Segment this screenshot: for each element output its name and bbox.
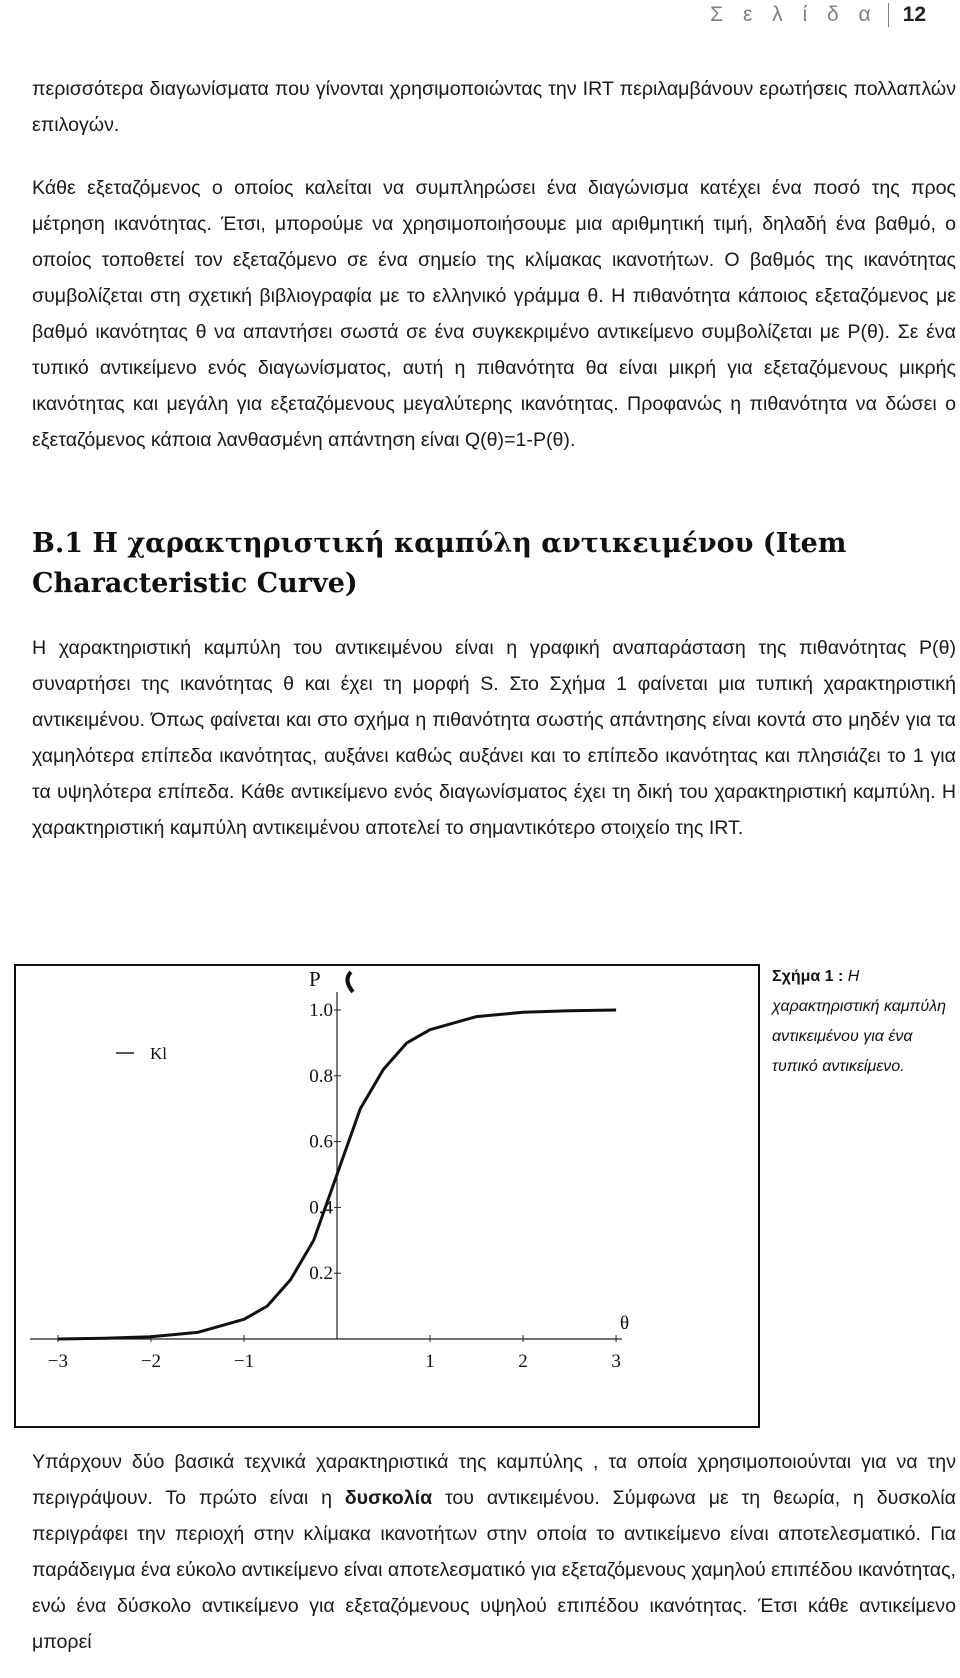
page-label: Σ ε λ ί δ α xyxy=(710,3,878,26)
icc-chart xyxy=(16,966,758,1426)
y-tick-label: 0.2 xyxy=(309,1263,333,1285)
difficulty-text-before: Υπάρχουν δύο βασικά τεχνικά χαρακτηριστικά της καμπύλης , τα οποία χρησιμοποιούνται για να την περιγράψουν. Το πρώτο είναι η xyxy=(32,1451,956,1509)
y-tick-label: 0.4 xyxy=(309,1197,333,1219)
paragraph-icc: Η χαρακτηριστική καμπύλη του αντικειμένου είναι η γραφική αναπαράσταση της πιθανότητας P(θ) συναρτήσει της ικανότητας θ και έχει τη μορφή S. Στο Σχήμα 1 φαίνεται μια τυπική χαρακτηριστική αντικειμένου. Όπως φαίνεται και στο σχήμα η πιθανότητα σωστής απάντησης είναι κοντά στο μηδέν για τα χαμηλότερα επίπεδα ικανότητας, αυξάνει καθώς αυξάνει και το επίπεδο ικανότητας και πλησιάζει το 1 για τα υψηλότερα επίπεδα. Κάθε αντικείμενο ενός διαγωνίσματος έχει τη δική του χαρακτηριστική καμπύλη. Η χαρακτηριστική καμπύλη αντικειμένου αποτελεί το σημαντικότερο στοιχείο της IRT. xyxy=(32,637,956,839)
difficulty-term: δυσκολία xyxy=(344,1487,433,1509)
x-axis-label: θ xyxy=(620,1313,630,1334)
caption-text: Η χαρακτηριστική καμπύλη αντικειμένου για ένα τυπικό αντικείμενο. xyxy=(772,968,946,1075)
x-tick-label: 3 xyxy=(611,1351,621,1372)
x-tick-label: 1 xyxy=(425,1351,435,1372)
paragraph-difficulty xyxy=(32,1444,956,1660)
x-tick-label: −2 xyxy=(140,1351,162,1372)
y-tick-label: 0.8 xyxy=(309,1065,333,1087)
y-axis-label: P xyxy=(309,967,321,991)
x-tick-label: 2 xyxy=(518,1351,528,1372)
y-tick-label: 1.0 xyxy=(309,1000,333,1021)
header-divider xyxy=(888,3,889,27)
figure-caption xyxy=(772,962,948,1082)
caption-label: Σχήμα 1 xyxy=(772,968,834,985)
caption-separator: : xyxy=(833,968,848,985)
x-tick-label: −1 xyxy=(233,1351,255,1372)
y-tick-label: 0.6 xyxy=(309,1131,333,1153)
figure-icc-chart xyxy=(14,964,760,1428)
page-number: 12 xyxy=(902,3,926,26)
page-header xyxy=(710,0,926,30)
x-tick-label: −3 xyxy=(47,1351,69,1372)
y-label-bracket xyxy=(347,972,353,992)
paragraph-ability: Κάθε εξεταζόμενος ο οποίος καλείται να συμπληρώσει ένα διαγώνισμα κατέχει ένα ποσό της προς μέτρηση ικανότητας. Έτσι, μπορούμε να χρησιμοποιήσουμε μια αριθμητική τιμή, δηλαδή ένα βαθμό, ο οποίος τοποθετεί τον εξεταζόμενο σε ένα σημείο της κλίμακας ικανοτήτων. Ο βαθμός της ικανότητας συμβολίζεται στη σχετική βιβλιογραφία με το ελληνικό γράμμα θ. Η πιθανότητα κάποιος εξεταζόμενος με βαθμό ικανότητας θ να απαντήσει σωστά σε ένα συγκεκριμένο αντικείμενο συμβολίζεται με P(θ). Σε ένα τυπικό αντικείμενο ενός διαγωνίσματος, αυτή η πιθανότητα θα είναι μικρή για εξεταζόμενους μικρής ικανότητας και μεγάλη για εξεταζόμενους μεγαλύτερης ικανότητας. Προφανώς η πιθανότητα να δώσει ο εξεταζόμενος κάποια λανθασμένη απάντηση είναι Q(θ)=1-P(θ). xyxy=(32,177,956,451)
paragraph-intro: περισσότερα διαγωνίσματα που γίνονται χρησιμοποιώντας την IRT περιλαμβάνουν ερωτήσεις πολλαπλών επιλογών. xyxy=(32,78,956,136)
legend-label: Kl xyxy=(150,1044,167,1063)
difficulty-text-after: του αντικειμένου. Σύμφωνα με τη θεωρία, η δυσκολία περιγράφει την περιοχή στην κλίμακα ικανοτήτων στην οποία το αντικείμενο είναι αποτελεσματικό. Για παράδειγμα ένα εύκολο αντικείμενο είναι αποτελεσματικό για εξεταζόμενους χαμηλού επιπέδου ικανότητας, ενώ ένα δύσκολο αντικείμενο για εξεταζόμενους υψηλού επιπέδου ικανότητας. Έτσι κάθε αντικείμενο μπορεί xyxy=(32,1487,956,1653)
section-title: B.1 Η χαρακτηριστική καμπύλη αντικειμένου (Item Characteristic Curve) xyxy=(32,528,847,599)
